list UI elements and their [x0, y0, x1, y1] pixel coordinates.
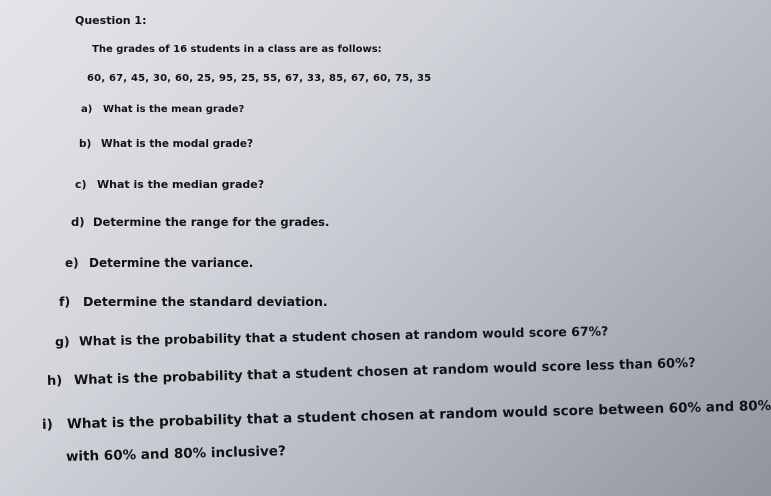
question-text: Determine the standard deviation.: [83, 294, 328, 309]
question-text: Determine the variance.: [89, 256, 254, 270]
question-text: What is the modal grade?: [101, 138, 254, 150]
question-heading: Question 1:: [75, 14, 147, 27]
question-i: [41, 397, 771, 433]
question-label: g): [54, 333, 70, 349]
question-label: d): [71, 215, 85, 229]
question-label: c): [75, 178, 87, 191]
question-text: What is the probability that a student chosen at random would score between 60% and 80%: [66, 397, 771, 433]
question-label: e): [65, 256, 79, 270]
question-f: [59, 296, 328, 309]
question-b: [79, 139, 253, 150]
question-text: What is the mean grade?: [103, 104, 245, 115]
question-label: b): [79, 138, 92, 150]
question-e: [65, 257, 253, 269]
question-text: Determine the range for the grades.: [93, 215, 330, 229]
question-text: What is the median grade?: [97, 178, 265, 191]
question-a: [81, 105, 244, 115]
question-g: [55, 325, 609, 348]
question-c: [75, 179, 264, 190]
question-text: What is the probability that a student chosen at random would score less than 60%?: [73, 355, 696, 389]
grades-list: 60, 67, 45, 30, 60, 25, 95, 25, 55, 67, 33, 85, 67, 60, 75, 35: [87, 73, 432, 84]
question-h: [47, 357, 696, 388]
question-label: f): [59, 294, 71, 309]
question-d: [71, 217, 329, 229]
question-text: What is the probability that a student chosen at random would score 67%?: [78, 323, 609, 349]
intro-text: The grades of 16 students in a class are as follows:: [92, 44, 382, 55]
question-label: h): [46, 373, 63, 389]
question-label: i): [41, 416, 53, 433]
question-label: a): [81, 104, 93, 115]
question-i-continuation: with 60% and 80% inclusive?: [65, 443, 287, 465]
